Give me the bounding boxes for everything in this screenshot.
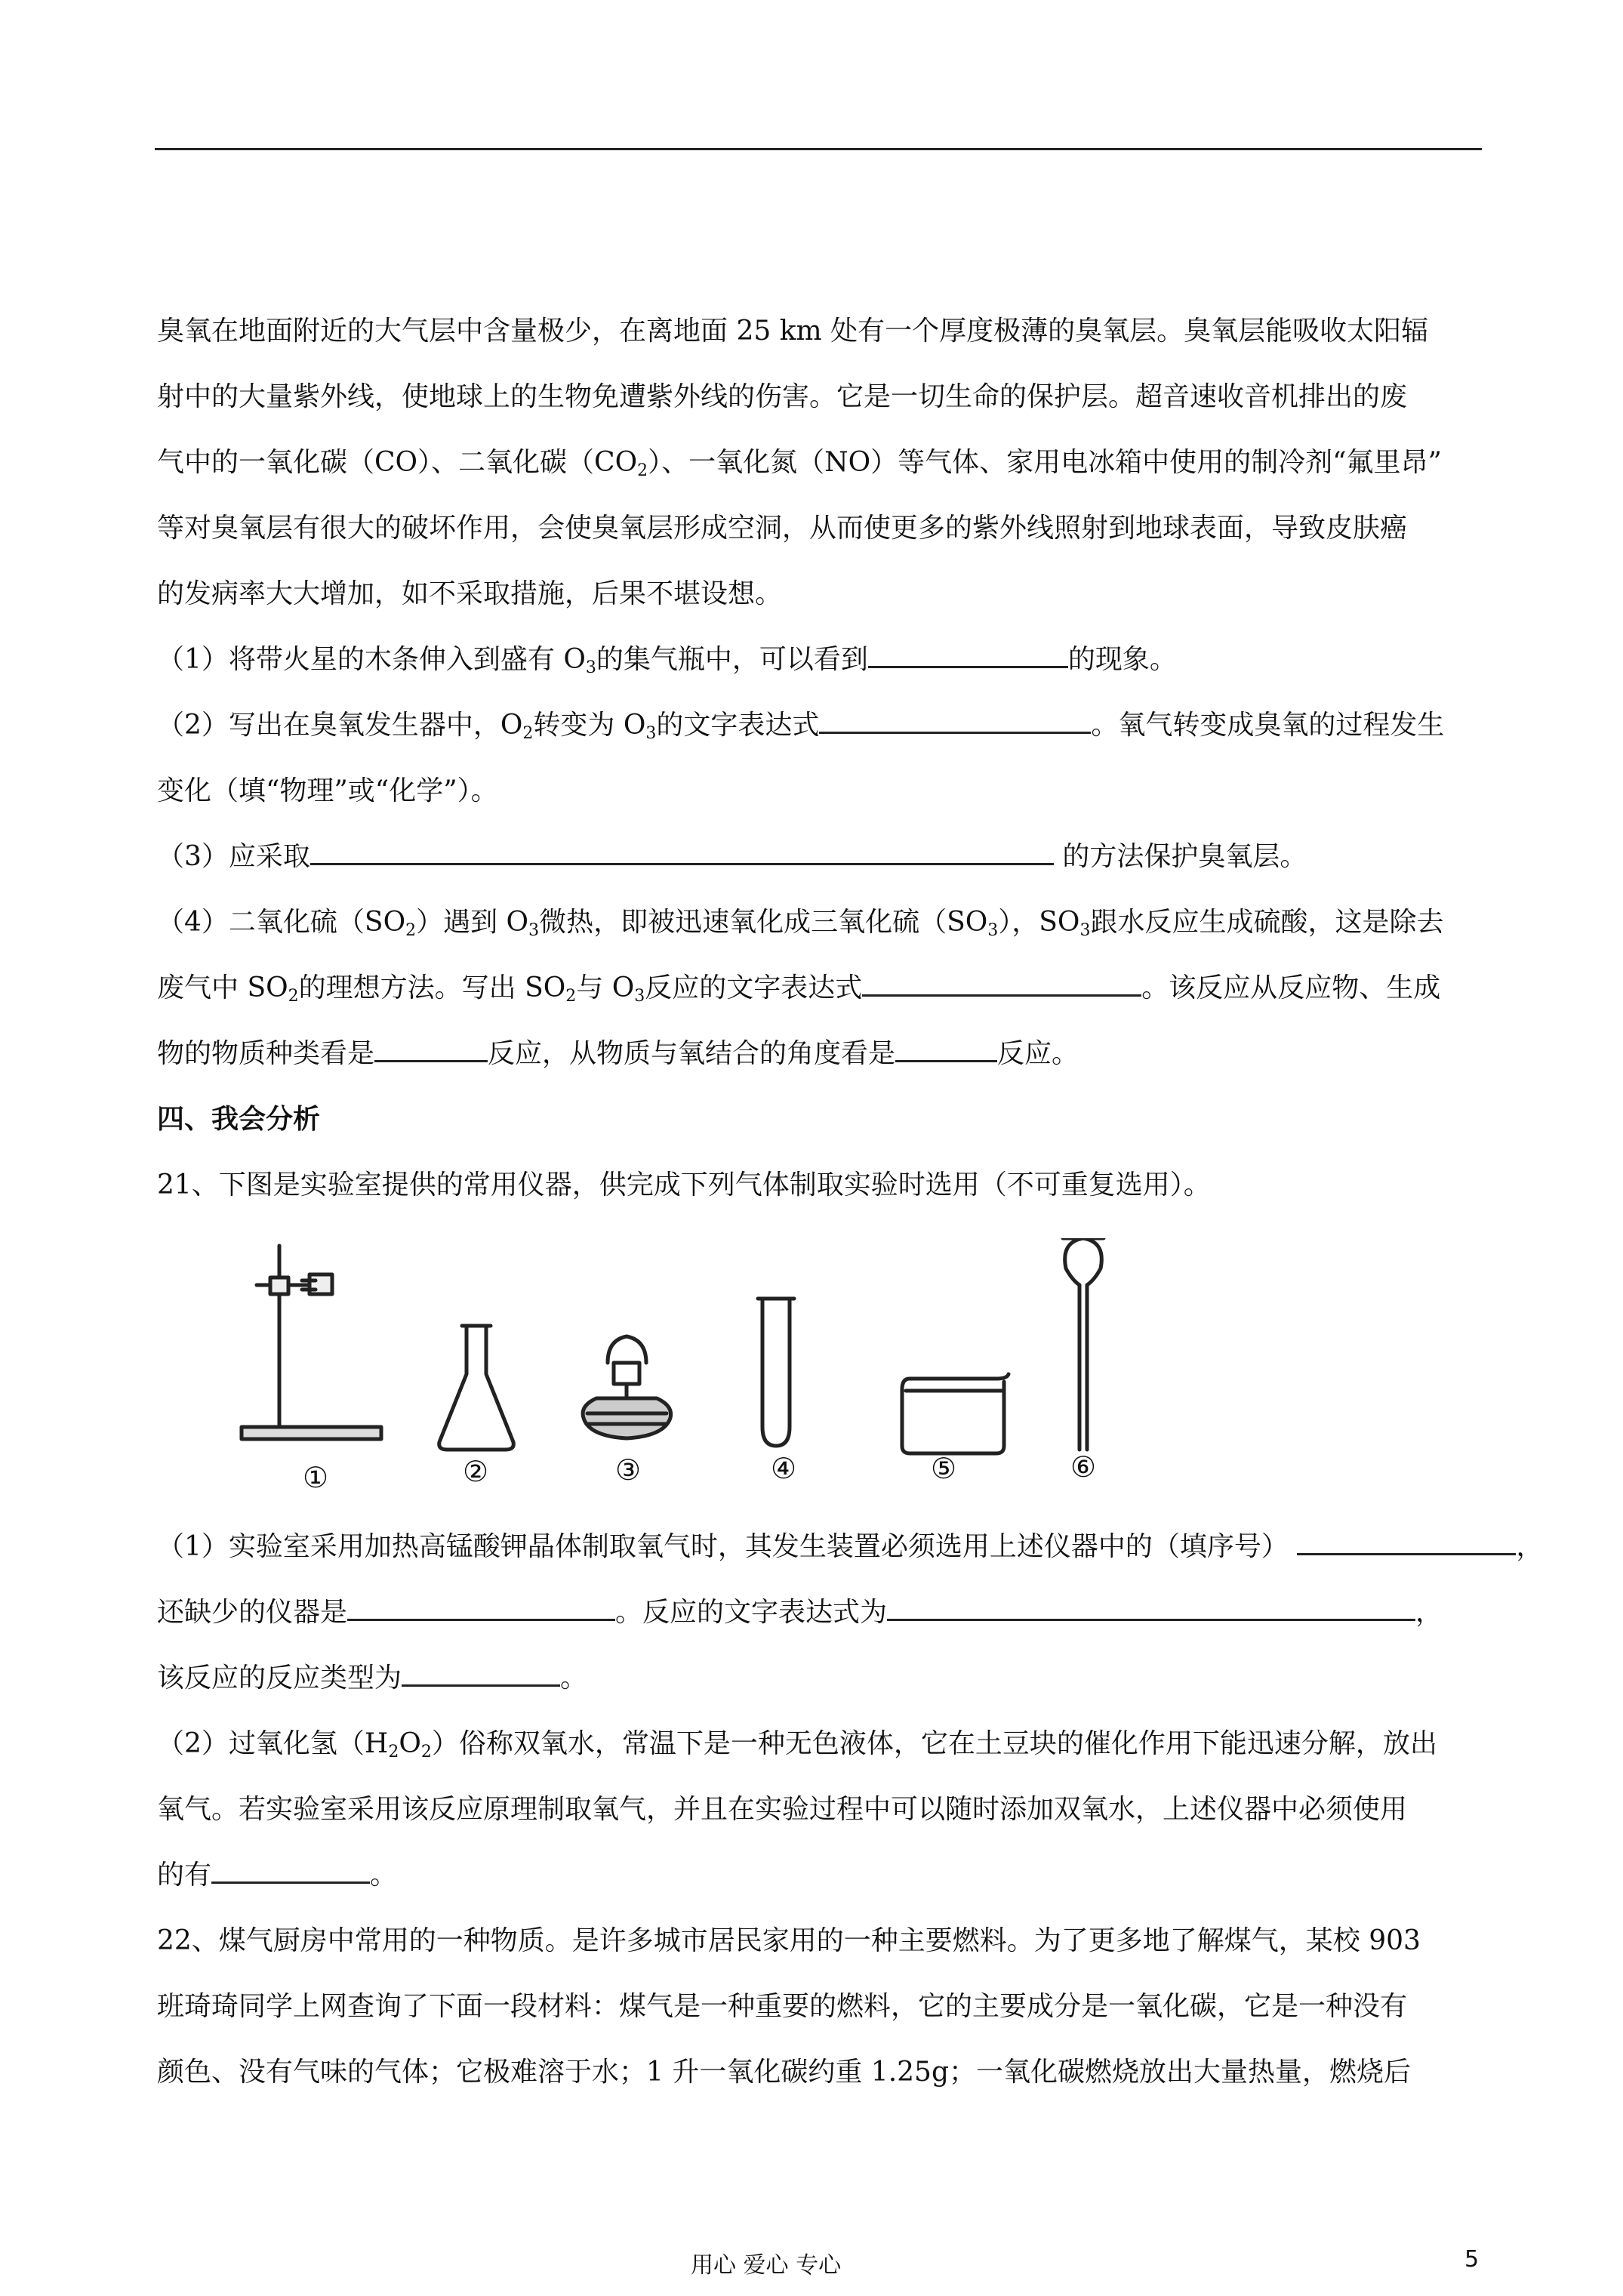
q20-part2: （2）写出在臭氧发生器中，$O_2$转变为 $O_3$的文字表达式 。氧气转变成臭氧的过程发生 — [157, 692, 1576, 758]
q21-stem: 21、下图是实验室提供的常用仪器，供完成下列气体制取实验时选用（不可重复选用）。 — [157, 1170, 1211, 1200]
q20-part4-cont: 废气中 $SO_2$的理想方法。写出 $SO_2$与 $O_3$反应的文字表达式 。该反应从反应物、生成 — [157, 955, 1576, 1021]
apparatus-label: ⑤ — [930, 1452, 957, 1485]
q21-part2: （2）过氧化氢$(H_2O_2)$俗称双氧水，常温下是一种无色液体，它在土豆块的催化作用下能迅速分解，放出 — [157, 1728, 1437, 1761]
intro-line: 臭氧在地面附近的大气层中含量极少，在离地面 25 km 处有一个厚度极薄的臭氧层。臭氧层能吸收太阳辐 — [157, 316, 1429, 347]
answer-blank[interactable] — [1297, 1527, 1516, 1555]
intro-line: 气中的一氧化碳（CO）、二氧化碳$(CO_2)$、一氧化氮（NO）等气体、家用电冰箱中使用的制冷剂“氟里昂” — [157, 447, 1442, 480]
document-body — [157, 298, 1576, 1218]
apparatus-label: ② — [462, 1455, 489, 1488]
answer-blank[interactable] — [887, 1593, 1415, 1621]
q20-part4-cont: 物的物质种类看是 反应，从物质与氧结合的角度看是 反应。 — [157, 1021, 1576, 1086]
answer-blank[interactable] — [895, 1034, 997, 1062]
footer-motto: 用心 爱心 专心 — [691, 2252, 842, 2279]
alcohol-lamp-icon — [583, 1336, 671, 1438]
q21-part1-cont: 还缺少的仪器是 。反应的文字表达式为 ， — [157, 1579, 1576, 1645]
answer-blank[interactable] — [211, 1856, 370, 1884]
apparatus-label: ① — [302, 1461, 329, 1494]
conical-flask-icon — [439, 1326, 514, 1450]
apparatus-label: ④ — [770, 1452, 797, 1485]
header-rule — [155, 148, 1482, 150]
test-tube-icon — [758, 1299, 794, 1446]
intro-line: 射中的大量紫外线，使地球上的生物免遭紫外线的伤害。它是一切生命的保护层。超音速收音机排出的废 — [157, 381, 1408, 412]
q20-part1: （1）将带火星的木条伸入到盛有 $O_3$的集气瓶中，可以看到 的现象。 — [157, 627, 1576, 692]
document-body-lower — [157, 1514, 1576, 2105]
page-footer — [0, 2246, 1623, 2284]
answer-blank[interactable] — [347, 1593, 615, 1621]
q22-line: 22、煤气厨房中常用的一种物质。是许多城市居民家用的一种主要燃料。为了更多地了解煤气，某校 903 — [157, 1925, 1421, 1956]
answer-blank[interactable] — [310, 837, 1054, 865]
intro-line: 等对臭氧层有很大的破坏作用，会使臭氧层形成空洞，从而使更多的紫外线照射到地球表面，导致皮肤癌 — [157, 513, 1408, 544]
answer-blank[interactable] — [819, 706, 1091, 734]
intro-line: 的发病率大大增加，如不采取措施，后果不堪设想。 — [157, 578, 783, 609]
section-title: 四、我会分析 — [157, 1103, 321, 1135]
beaker-icon — [902, 1374, 1009, 1453]
long-neck-funnel-icon — [1063, 1238, 1104, 1450]
q21-part1: （1）实验室采用加热高锰酸钾晶体制取氧气时，其发生装置必须选用上述仪器中的（填序号） ， — [157, 1514, 1576, 1579]
q21-part2-cont: 的有 。 — [157, 1842, 1576, 1908]
q21-part1-cont: 该反应的反应类型为 。 — [157, 1645, 1576, 1711]
q20-part4: （4）二氧化硫$(SO_2)$遇到 $O_3$微热，即被迅速氧化成三氧化硫$(SO_3)$，$SO_3$跟水反应生成硫酸，这是除去 — [157, 907, 1444, 940]
answer-blank[interactable] — [402, 1659, 560, 1687]
page-number: 5 — [1464, 2246, 1480, 2273]
iron-stand-icon — [242, 1246, 381, 1439]
apparatus-figure — [226, 1238, 1170, 1502]
q21-part2-cont: 氧气。若实验室采用该反应原理制取氧气，并且在实验过程中可以随时添加双氧水，上述仪器中必须使用 — [157, 1794, 1408, 1825]
q20-part3: （3）应采取 的方法保护臭氧层。 — [157, 824, 1576, 889]
answer-blank[interactable] — [862, 969, 1141, 997]
q22-line: 颜色、没有气味的气体；它极难溶于水；1 升一氧化碳约重 1.25g；一氧化碳燃烧放出大量热量，燃烧后 — [157, 2057, 1411, 2088]
answer-blank[interactable] — [374, 1034, 488, 1062]
q20-part2-cont: 变化（填“物理”或“化学”）。 — [157, 775, 498, 806]
answer-blank[interactable] — [868, 640, 1068, 668]
apparatus-label: ③ — [614, 1453, 642, 1487]
apparatus-label: ⑥ — [1070, 1450, 1097, 1484]
q22-line: 班琦琦同学上网查询了下面一段材料：煤气是一种重要的燃料，它的主要成分是一氧化碳，它是一种没有 — [157, 1991, 1408, 2022]
